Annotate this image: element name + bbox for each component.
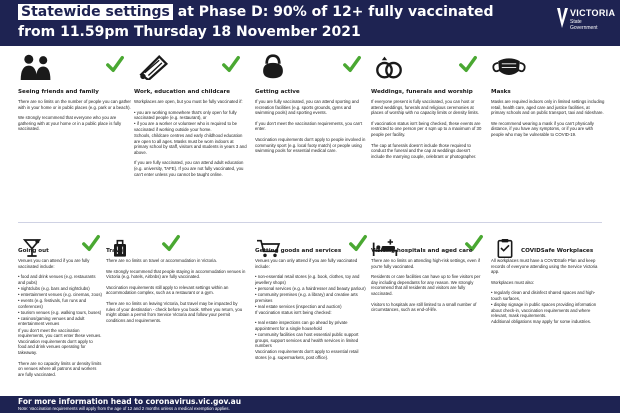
section-title: Weddings, funerals and worship [371, 89, 473, 95]
bullet-item: • community premises (e.g. a library) and creative arts premises [255, 291, 358, 303]
section-weddings [371, 53, 485, 219]
bullet-item: • non-essential retail stores (e.g. book, clothes, toy and jewellery shops) [255, 274, 360, 285]
section-shopping [255, 234, 369, 394]
section-title: Seeing friends and family [18, 89, 99, 95]
section-title: COVIDSafe Workplaces [521, 248, 594, 254]
paragraph: If everyone present is fully vaccinated, you can host or attend weddings, funerals and religious ceremonies at places of worship with no capacity limits or density limits. [371, 99, 479, 116]
bullet-item: • tourism venues (e.g. walking tours, buses) [18, 309, 102, 315]
paragraph: If vaccination status isn't being checked: [255, 309, 332, 315]
paragraph: We recommend wearing a mask if you can't physically distance, if you have any symptoms, or if you are with people who may be vulnerable to COVID-19. [491, 120, 594, 137]
paragraph: Vaccination requirements don't apply to essential retail stores (e.g. supermarkets, post office). [255, 349, 359, 360]
paragraph: If you are fully vaccinated, you can attend adult education (e.g. university, TAFE). If you are not fully vaccinated, you can't enter unless you cannot be taught online. [134, 160, 244, 177]
section-masks [491, 53, 605, 219]
section-body [134, 99, 248, 182]
section-body [18, 258, 102, 382]
header-line-2: from 11.59pm Thursday 18 November 2021 [18, 24, 361, 40]
paragraph: Additional obligations may apply for some industries. [491, 319, 592, 325]
paragraph: There are no limits on travel or accommodation in Victoria. [106, 258, 217, 263]
paragraph: Visitors to hospitals are still limited to a small number of circumstances, such as end-of-life. [371, 301, 477, 313]
bullet-item: • events (e.g. festivals, fun runs and conferences) [18, 298, 87, 309]
logo-line-2: State [570, 19, 582, 25]
page-footer [0, 396, 620, 413]
bullet-item: • community facilities can host essential public support groups, support services and health services in limited numbers [255, 332, 359, 349]
paragraph: There are no limits on leaving Victoria, but travel may be impacted by rules of your destination - check before you book. When you return, you might obtain a permit from Service Victoria and follow your permit conditions and requirements. [106, 300, 243, 323]
paragraph: Workplaces are open, but you must be fully vaccinated if: [134, 99, 243, 104]
section-body [371, 99, 485, 164]
paragraph: Vaccination requirements still apply to relevant settings within an accommodation complex, such as a restaurant or a gym. [106, 284, 229, 296]
section-travel [106, 234, 246, 394]
logo-line-3: Government [570, 25, 598, 31]
rings-icon [371, 53, 407, 80]
paragraph: If vaccination status isn't being checked, these events are restricted to one person per 4 sqm up to a maximum of 30 people per facility. [371, 120, 482, 137]
section-title: Travel [106, 248, 126, 254]
bullet-item: • if you are a worker or volunteer who is required to be vaccinated if working outside your home. [134, 121, 238, 132]
bullet-item: • nightclubs (e.g. bars and nightclubs) [18, 285, 90, 291]
section-body [18, 99, 132, 137]
tick-icon [343, 55, 361, 73]
bullet-item: • food and drink venues (e.g. restaurants and pubs) [18, 274, 96, 285]
bullet-item: • you are working somewhere that's only open for fully vaccinated people (e.g. restaurant), or [134, 109, 237, 121]
section-body [255, 258, 369, 366]
paragraph: We strongly recommend that everyone who you are gathering with at your home or in a public place is fully vaccinated. [18, 115, 122, 132]
section-hospitals [371, 234, 485, 394]
section-title: Visiting hospitals and aged care [371, 248, 473, 254]
section-covidsafe [491, 234, 605, 394]
section-body [106, 258, 246, 328]
header-line-1 [18, 3, 494, 21]
victoria-logo-mark [556, 7, 569, 29]
logo-name: VICTORIA [570, 8, 616, 18]
header-highlight: Statewide settings [18, 4, 173, 20]
footer-note: Note: Vaccination requirements will apply from the age of 12 and 2 months unless a medical exemption applies. [18, 406, 230, 411]
victoria-logo [556, 4, 614, 40]
section-work [134, 53, 248, 219]
row-divider [18, 222, 602, 223]
tick-icon [82, 234, 100, 252]
footer-cta[interactable]: For more information head to coronavirus.vic.gov.au [18, 397, 242, 406]
tick-icon [222, 55, 240, 73]
rolled-document-icon [134, 53, 170, 80]
bullet-item: • real estate inspections can go ahead by private appointment for a single household [255, 320, 348, 331]
section-body [491, 258, 605, 330]
paragraph: All workplaces must have a COVIDSafe Plan and keep records of everyone attending using the Service Victoria app. [491, 258, 598, 275]
section-title: Masks [491, 89, 511, 95]
paragraph: We strongly recommend that people staying in accommodation venues in Victoria (e.g. hotels, Airbnbs) are fully vaccinated. [106, 268, 246, 280]
section-title: Work, education and childcare [134, 89, 231, 95]
paragraph: The cap at funerals doesn't include those required to conduct the funeral and the cap at weddings doesn't include the marrying couple, celebrant or photographer. [371, 142, 477, 159]
clipboard-icon [491, 238, 519, 258]
paragraph: Venues you can only attend if you are fully vaccinated include: [255, 258, 358, 269]
header-line-1-rest: at Phase D: 90% of 12+ fully vaccinated [177, 4, 494, 20]
paragraph: Masks are required indoors only in limited settings including retail, health care, aged care and justice facilities, at primary schools and on public transport, taxi and rideshare. [491, 99, 605, 116]
paragraph: Vaccination requirements don't apply to people involved in community sport (e.g. local footy match) or people using swimming pools for essential medical care. [255, 136, 366, 154]
tick-icon [349, 234, 367, 252]
paragraph: There are no limits on the number of people you can gather with in your home or in public places (e.g. park or a beach). [18, 99, 131, 110]
bullet-item: • casinos/gaming venues and adult entertainment venues [18, 315, 85, 327]
section-body [371, 258, 485, 318]
kettlebell-icon [255, 53, 291, 80]
section-seeing [18, 53, 132, 219]
section-title: Getting goods and services [255, 248, 342, 254]
section-title: Going out [18, 248, 49, 254]
paragraph: Venues you can attend if you are fully vaccinated include: [18, 258, 90, 269]
paragraph: Workplaces must also: [491, 279, 535, 285]
page-header [0, 0, 620, 46]
people-icon [18, 53, 54, 80]
bullet-item: • entertainment venues (e.g. cinemas, zoos) [18, 291, 102, 297]
tick-icon [459, 55, 477, 73]
paragraph: Residents or care facilities can have up to five visitors per day including dependants for any reason. We strongly recommend that all residents and visitors are fully vaccinated. [371, 274, 481, 296]
paragraph: If you don't meet the vaccination requirements, you can't enter these venues. Vaccination requirements don't apply to food and drink venues operating for takeaway. [18, 327, 102, 355]
paragraph: Schools, childcare centres and early childhood education are open to all ages. Masks must be worn indoors at primary school by staff, visitors and students in years 3 and above. [134, 132, 247, 155]
paragraph: If you don't meet the vaccination requirements, you can't enter. [255, 120, 363, 132]
section-body [491, 99, 605, 143]
paragraph: If you are fully vaccinated, you can attend sporting and recreation facilities (e.g. sports grounds, gyms and swimming pools) and sporting events. [255, 99, 359, 116]
section-body [255, 99, 369, 159]
bullet-item: • real estate services (inspection and auction) [255, 303, 342, 309]
section-active [255, 53, 369, 219]
tick-icon [162, 234, 180, 252]
tick-icon [106, 55, 124, 73]
paragraph: There are no capacity limits or density limits on venues where all patrons and workers are fully vaccinated. [18, 360, 102, 377]
bullet-item: • personal services (e.g. a hairdresser and beauty parlour) [255, 285, 366, 291]
section-title: Getting active [255, 89, 300, 95]
section-going-out [18, 234, 102, 394]
face-mask-icon [491, 53, 527, 80]
paragraph: There are no limits on attending high-risk settings, even if you're fully vaccinated. [371, 258, 480, 269]
bullet-item: • regularly clean and disinfect shared spaces and high-touch surfaces, [491, 290, 596, 301]
bullet-item: • display signage in public spaces providing information about check-in, vaccination requirements and where relevant, mask requirements. [491, 302, 597, 319]
